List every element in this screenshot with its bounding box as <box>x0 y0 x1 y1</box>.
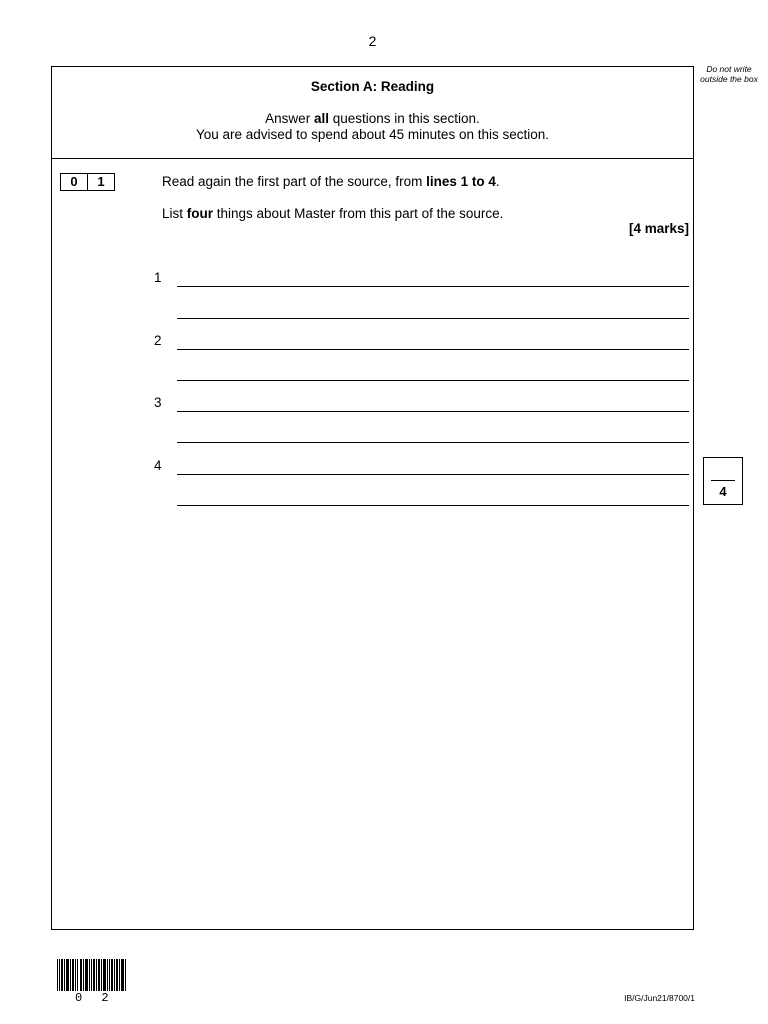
answer-number-2: 2 <box>154 333 162 348</box>
answer-number-3: 3 <box>154 395 162 410</box>
barcode-digits: 0 2 <box>75 991 115 1005</box>
answer-line[interactable] <box>177 286 689 287</box>
header-divider <box>51 158 694 159</box>
question-number-digit: 1 <box>87 174 114 190</box>
question-prompt-line-2: List four things about Master from this part of the source. <box>162 206 504 221</box>
page-number: 2 <box>368 33 377 49</box>
examiner-mark-box <box>703 457 743 505</box>
barcode-image <box>57 959 127 991</box>
answer-number-4: 4 <box>154 458 162 473</box>
answer-line[interactable] <box>177 505 689 506</box>
mark-box-divider <box>711 480 735 481</box>
question-number-digit: 0 <box>70 174 78 189</box>
answer-number-1: 1 <box>154 270 162 285</box>
answer-line[interactable] <box>177 380 689 381</box>
answer-line[interactable] <box>177 318 689 319</box>
instruction-time: You are advised to spend about 45 minutes on this section. <box>196 127 549 142</box>
answer-line[interactable] <box>177 411 689 412</box>
marks-label: [4 marks] <box>628 221 689 236</box>
paper-reference: IB/G/Jun21/8700/1 <box>624 993 695 1003</box>
answer-line[interactable] <box>177 474 689 475</box>
section-title: Section A: Reading <box>310 79 435 94</box>
answer-line[interactable] <box>177 349 689 350</box>
mark-box-total: 4 <box>719 484 727 499</box>
question-number-box <box>60 173 115 191</box>
answer-box-frame <box>51 66 694 930</box>
do-not-write-note: Do not write outside the box <box>700 64 758 84</box>
instruction-answer-all: Answer all questions in this section. <box>265 111 480 126</box>
answer-line[interactable] <box>177 442 689 443</box>
question-prompt-line-1: Read again the first part of the source, from lines 1 to 4. <box>162 174 500 189</box>
